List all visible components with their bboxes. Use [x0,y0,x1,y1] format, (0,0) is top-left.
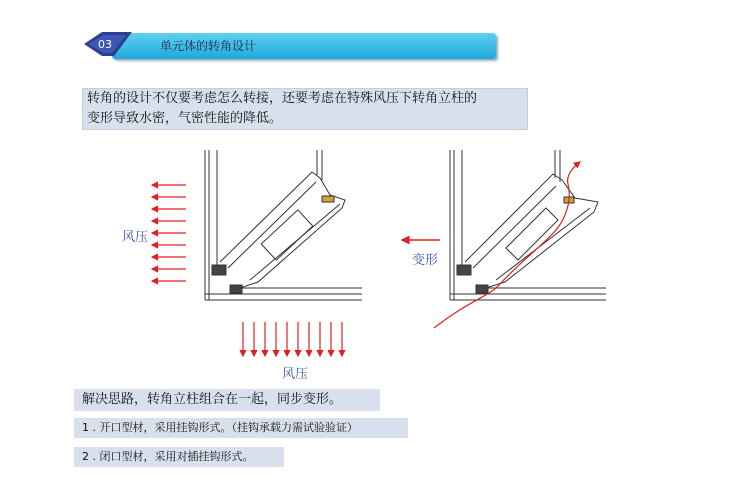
section-number: 03 [98,38,112,51]
wind-pressure-label-side: 风压 [122,230,149,245]
right-profile-drawing [450,150,606,300]
solution-item-1: 1 . 开口型材，采用挂钩形式。（挂钩承载力需试验验证） [74,418,408,438]
solution-title: 解决思路，转角立柱组合在一起，同步变形。 [74,389,380,411]
section-title: 单元体的转角设计 [160,39,257,53]
solution-item-2: 2 . 闭口型材，采用对插挂钩形式。 [74,447,284,467]
deformation-label: 变形 [412,253,439,268]
leak-path-curve [434,162,580,328]
wind-pressure-label-bottom: 风压 [282,367,309,382]
intro-line-1: 转角的设计不仅要考虑怎么转接，还要考虑在特殊风压下转角立柱的 [87,91,478,106]
intro-line-2: 变形导致水密，气密性能的降低。 [87,111,283,126]
